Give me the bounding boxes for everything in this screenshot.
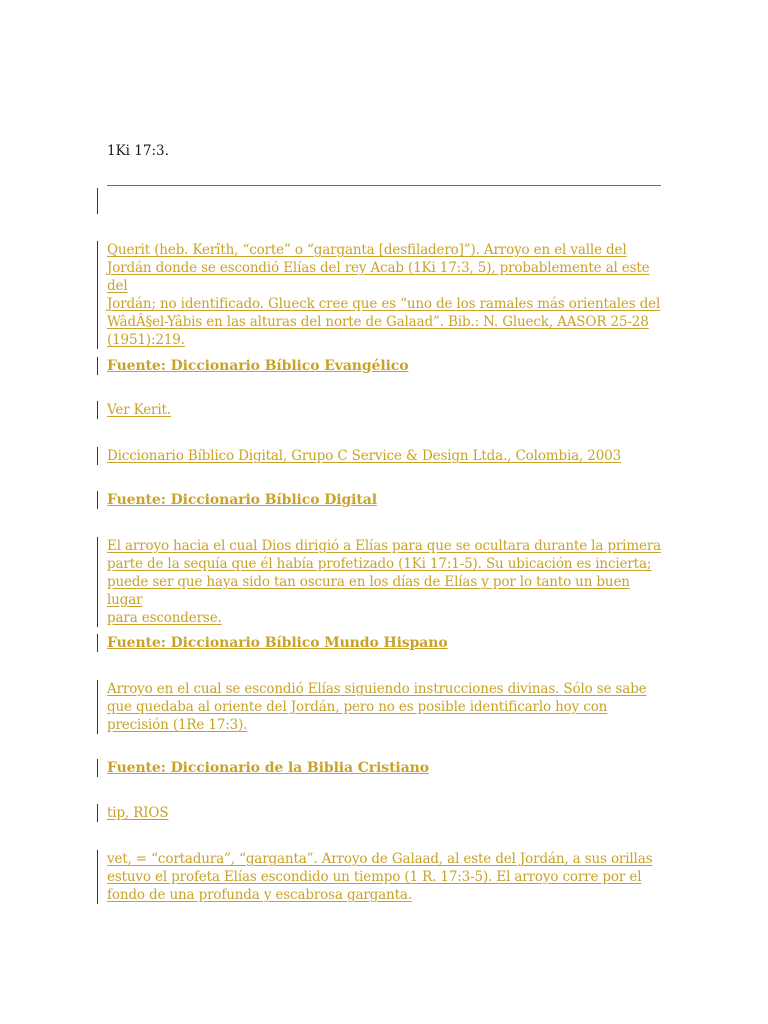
text-line[interactable]: WâdÂ§el-Yâbis en las alturas del norte de Galaad”. Bib.: N. Glueck, AASOR 25-28 [107,314,649,330]
entry-vet [97,850,667,904]
source-evangelico [97,357,667,375]
text-line[interactable]: (1951):219. [107,332,185,348]
source-link[interactable]: Fuente: Diccionario de la Biblia Cristiano [107,760,429,776]
entry-arroyo [97,537,667,627]
source-link[interactable]: Fuente: Diccionario Bíblico Mundo Hispano [107,635,448,651]
entry-escondio [97,680,667,734]
text-line[interactable]: fondo de una profunda y escabrosa garganta. [107,887,412,903]
entry-ver-kerit [97,401,667,419]
text-line[interactable]: El arroyo hacia el cual Dios dirigió a Elías para que se ocultara durante la primera [107,538,662,554]
source-link[interactable]: Fuente: Diccionario Bíblico Digital [107,492,377,508]
entry-digital-credit [97,447,667,465]
text-line[interactable]: precisión (1Re 17:3). [107,717,248,733]
source-cristiano [97,759,667,777]
text-line[interactable]: tip, RIOS [107,805,169,821]
text-line[interactable]: para esconderse. [107,610,222,626]
text-line[interactable]: parte de la sequía que él había profetizado (1Ki 17:1-5). Su ubicación es incierta; [107,556,652,572]
text-line[interactable]: Jordán donde se escondió Elías del rey Acab (1Ki 17:3, 5), probablemente al este del [107,260,650,294]
text-line[interactable]: vet, = “cortadura”, “garganta”. Arroyo de Galaad, al este del Jordán, a sus orillas [107,851,653,867]
left-margin-bar [97,188,98,214]
horizontal-divider [107,185,661,186]
text-line[interactable]: estuvo el profeta Elías escondido un tiempo (1 R. 17:3-5). El arroyo corre por el [107,869,642,885]
text-line[interactable]: que quedaba al oriente del Jordán, pero no es posible identificarlo hoy con [107,699,608,715]
entry-querit [97,241,667,349]
verse-reference: 1Ki 17:3. [107,143,169,159]
text-line[interactable]: Ver Kerit. [107,402,171,418]
text-line[interactable]: Arroyo en el cual se escondió Elías siguiendo instrucciones divinas. Sólo se sabe [107,681,647,697]
source-mundo-hispano [97,634,667,652]
text-line[interactable]: Jordán; no identificado. Glueck cree que es “uno de los ramales más orientales del [107,296,661,312]
entry-tip [97,804,667,822]
text-line[interactable]: puede ser que haya sido tan oscura en los días de Elías y por lo tanto un buen lugar [107,574,630,608]
text-line[interactable]: Diccionario Bíblico Digital, Grupo C Service & Design Ltda., Colombia, 2003 [107,448,622,464]
text-line[interactable]: Querit (heb. Kerîth, “corte” o “garganta [desfiladero]”). Arroyo en el valle del [107,242,627,258]
source-link[interactable]: Fuente: Diccionario Bíblico Evangélico [107,358,409,374]
source-digital [97,491,667,509]
